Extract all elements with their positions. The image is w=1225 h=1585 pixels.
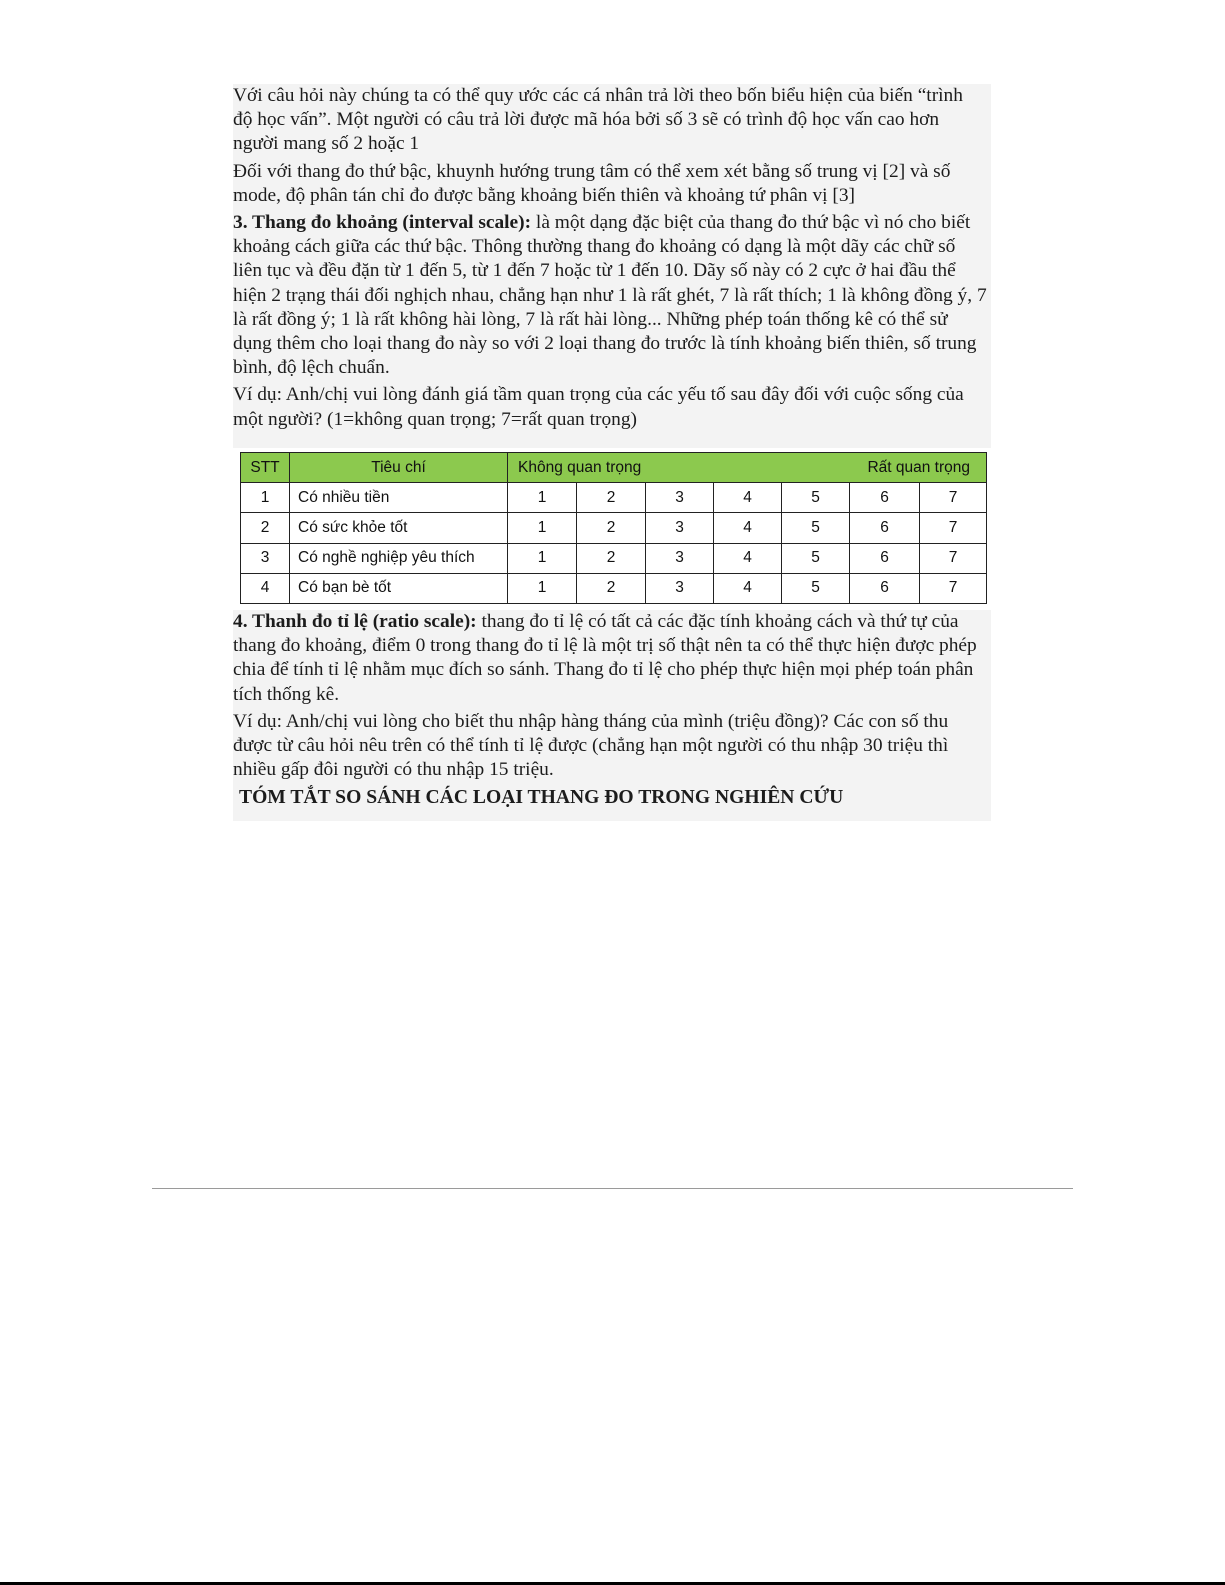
paragraph-interval-scale: [233, 211, 991, 380]
table-body: [241, 483, 987, 604]
cell-score: 5: [782, 513, 850, 543]
cell-score: 2: [577, 543, 646, 573]
cell-score: 1: [508, 543, 577, 573]
table-row: [241, 573, 987, 603]
cell-score: 6: [850, 513, 920, 543]
summary-heading: TÓM TẮT SO SÁNH CÁC LOẠI THANG ĐO TRONG NGHIÊN CỨU: [239, 787, 844, 809]
cell-score: 2: [577, 483, 646, 513]
cell-score: 5: [782, 573, 850, 603]
importance-scale-table: [240, 452, 987, 604]
cell-criteria: Có bạn bè tốt: [290, 573, 508, 603]
cell-score: 3: [646, 573, 714, 603]
paragraph-bold: 3. Thang đo khoảng (interval scale):: [233, 212, 532, 234]
cell-score: 7: [920, 573, 987, 603]
paragraph-ordinal-tendency: [233, 160, 991, 208]
cell-score: 6: [850, 573, 920, 603]
cell-score: 2: [577, 573, 646, 603]
cell-score: 4: [714, 483, 782, 513]
table-row: [241, 513, 987, 543]
table-header-row: [241, 453, 987, 483]
paragraph-text: Đối với thang đo thứ bậc, khuynh hướng trung tâm có thể xem xét bằng số trung vị [2] và số mode, độ phân tán chỉ đo được bằng khoảng biến thiên và khoảng tứ phân vị [3]: [233, 160, 951, 206]
cell-stt: 2: [241, 513, 290, 543]
cell-score: 5: [782, 543, 850, 573]
cell-criteria: Có nghề nghiệp yêu thích: [290, 543, 508, 573]
cell-score: 4: [714, 573, 782, 603]
paragraph-text: Ví dụ: Anh/chị vui lòng cho biết thu nhập hàng tháng của mình (triệu đồng)? Các con số thu được từ câu hỏi nêu trên có thể tính tỉ lệ được (chẳng hạn một người có thu nhập 30 triệu thì nhiều gấp đôi người có thu nhập 15 triệu.: [233, 710, 949, 781]
cell-score: 2: [577, 513, 646, 543]
header-high-label: Rất quan trọng: [867, 459, 971, 476]
paragraph-text: là một dạng đặc biệt của thang đo thứ bậc vì nó cho biết khoảng cách giữa các thứ bậc. Thông thường thang đo khoảng có dạng là một dãy các chữ số liên tục và đều đặn từ 1 đến 5, từ 1 đến 7 hoặc từ 1 đến 10. Dãy số này có 2 cực ở hai đầu thể hiện 2 trạng thái đối nghịch nhau, chẳng hạn như 1 là rất ghét, 7 là rất thích; 1 là không đồng ý, 7 là rất đồng ý; 1 là rất không hài lòng, 7 là rất hài lòng... Những phép toán thống kê có thể sử dụng thêm cho loại thang đo này so với 2 loại thang đo trước là tính khoảng biến thiên, số trung bình, độ lệch chuẩn.: [233, 212, 987, 379]
paragraph-ratio-example: [233, 710, 991, 783]
cell-score: 1: [508, 513, 577, 543]
cell-score: 3: [646, 513, 714, 543]
cell-score: 7: [920, 513, 987, 543]
cell-score: 5: [782, 483, 850, 513]
cell-score: 7: [920, 483, 987, 513]
cell-score: 4: [714, 513, 782, 543]
paragraph-interval-example: [233, 383, 991, 431]
cell-score: 7: [920, 543, 987, 573]
paragraph-text: Với câu hỏi này chúng ta có thể quy ước các cá nhân trả lời theo bốn biểu hiện của biến “trình độ học vấn”. Một người có câu trả lời được mã hóa bởi số 3 sẽ có trình độ học vấn cao hơn người mang số 2 hoặc 1: [233, 85, 963, 155]
text-block-bottom: [233, 610, 991, 821]
paragraph-text: thang đo tỉ lệ có tất cả các đặc tính khoảng cách và thứ tự của thang đo khoảng, điểm 0 trong thang đo tỉ lệ là một trị số thật nên ta có thể thực hiện được phép chia để tính tỉ lệ nhằm mục đích so sánh. Thang đo tỉ lệ cho phép thực hiện mọi phép toán phân tích thống kê.: [233, 611, 977, 705]
cell-stt: 3: [241, 543, 290, 573]
cell-score: 1: [508, 573, 577, 603]
cell-criteria: Có nhiều tiền: [290, 483, 508, 513]
header-low-label: Không quan trọng: [518, 459, 642, 476]
table-row: [241, 483, 987, 513]
paragraph-bold: 4. Thanh đo tỉ lệ (ratio scale):: [233, 611, 477, 632]
paragraph-education-coding: [233, 84, 991, 157]
cell-score: 4: [714, 543, 782, 573]
cell-stt: 1: [241, 483, 290, 513]
header-criteria: Tiêu chí: [290, 453, 508, 483]
cell-score: 6: [850, 483, 920, 513]
cell-score: 1: [508, 483, 577, 513]
cell-stt: 4: [241, 573, 290, 603]
text-block-top: [233, 84, 991, 448]
table-row: [241, 543, 987, 573]
cell-criteria: Có sức khỏe tốt: [290, 513, 508, 543]
cell-score: 3: [646, 543, 714, 573]
paragraph-text: Ví dụ: Anh/chị vui lòng đánh giá tầm quan trọng của các yếu tố sau đây đối với cuộc sống của một người? (1=không quan trọng; 7=rất quan trọng): [233, 384, 964, 430]
page-divider: [152, 1188, 1073, 1189]
header-scale-range: [508, 453, 987, 483]
cell-score: 3: [646, 483, 714, 513]
paragraph-ratio-scale: [233, 610, 991, 707]
header-stt: STT: [241, 453, 290, 483]
cell-score: 6: [850, 543, 920, 573]
